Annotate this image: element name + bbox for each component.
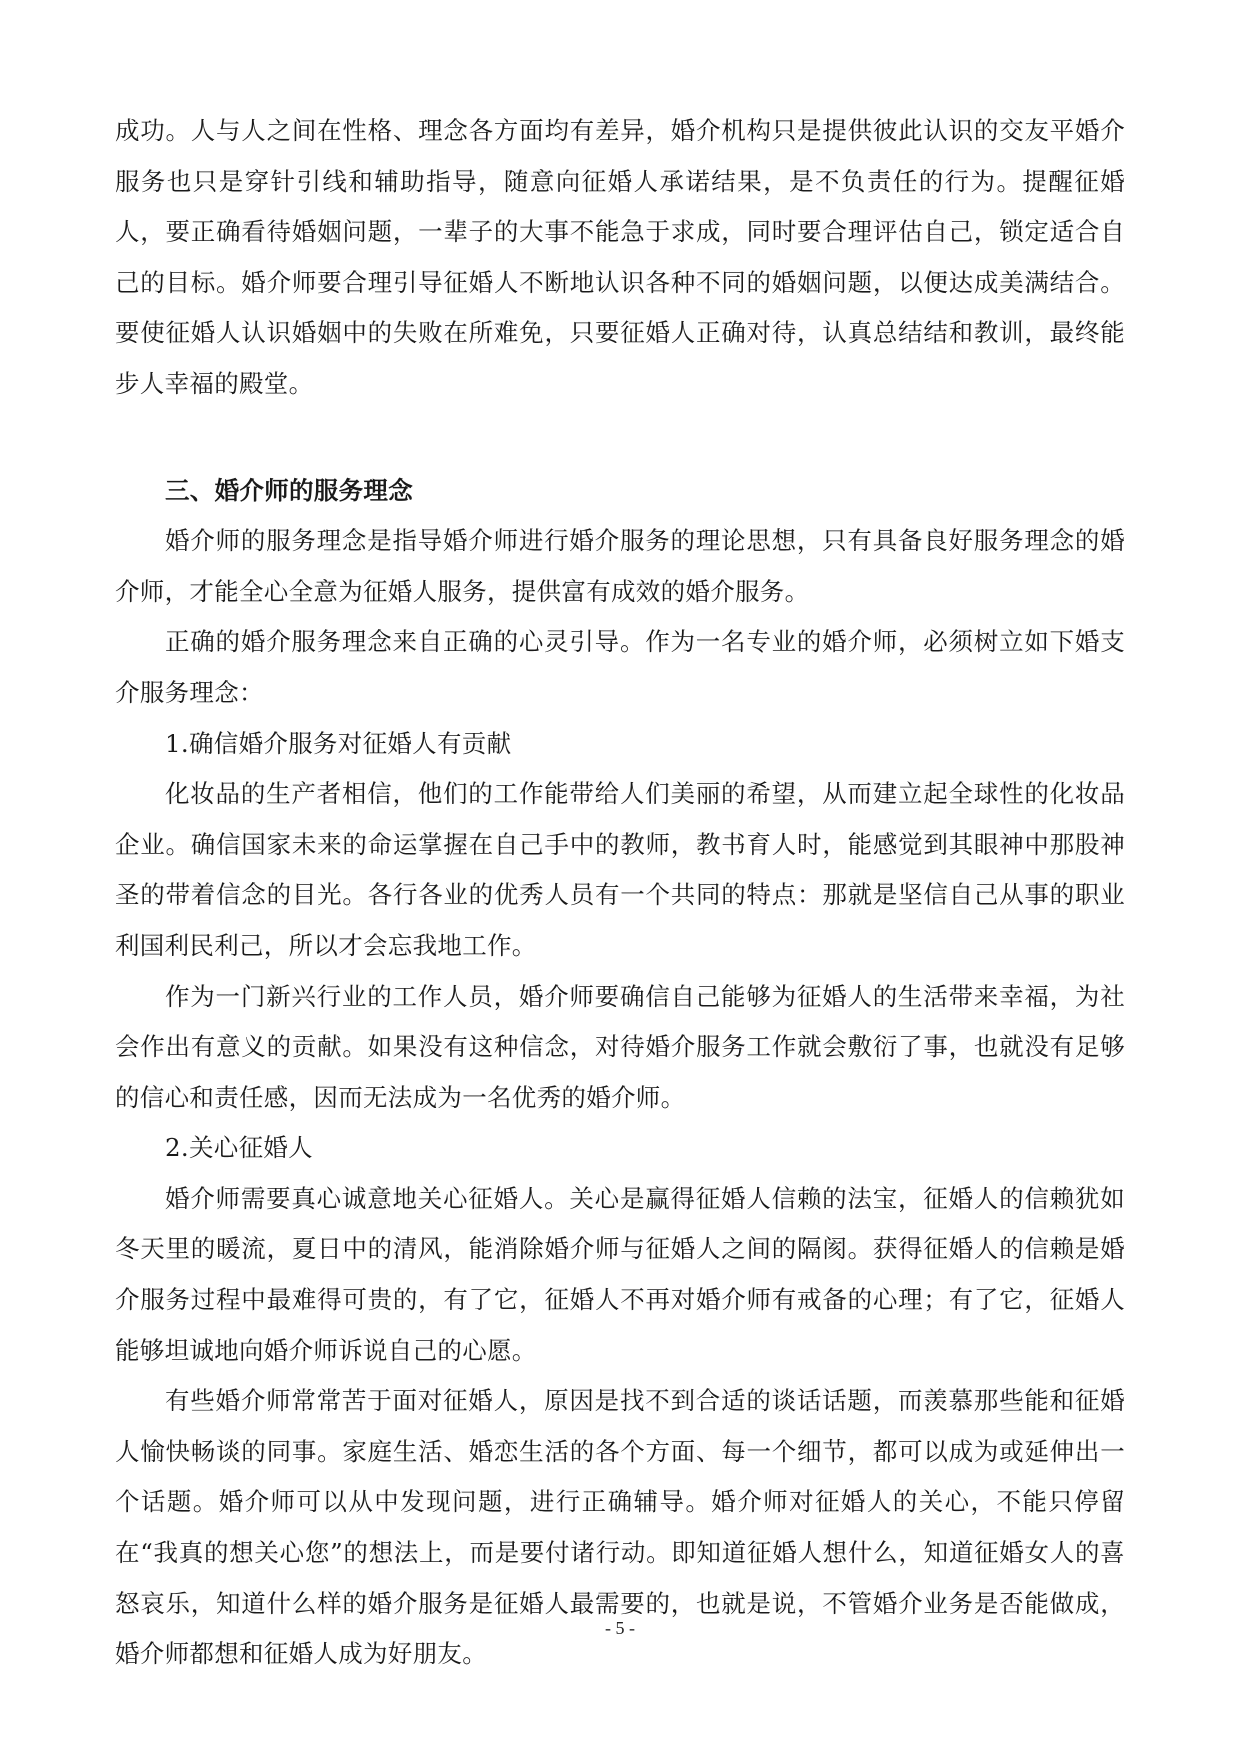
subsection-1-paragraph-2: 作为一门新兴行业的工作人员，婚介师要确信自己能够为征婚人的生活带来幸福，为社会作出有意义的贡献。如果没有这种信念，对待婚介服务工作就会敷衍了事，也就没有足够的信心和责任感，因而无法成为一名优秀的婚介师。 — [115, 981, 1125, 1112]
document-page — [115, 106, 1125, 1680]
subsection-1-title: 1.确信婚介服务对征婚人有贡献 — [165, 728, 512, 758]
intro-paragraph: 成功。人与人之间在性格、理念各方面均有差异，婚介机构只是提供彼此认识的交友平婚介服务也只是穿针引线和辅助指导，随意向征婚人承诺结果，是不负责任的行为。提醒征婚人，要正确看待婚姻问题，一辈子的大事不能急于求成，同时要合理评估自己，锁定适合自己的目标。婚介师要合理引导征婚人不断地认识各种不同的婚姻问题，以便达成美满结合。要使征婚人认识婚姻中的失败在所难免，只要征婚人正确对待，认真总结结和教训，最终能步人幸福的殿堂。 — [115, 116, 1125, 398]
subsection-2-paragraph-2: 有些婚介师常常苦于面对征婚人，原因是找不到合适的谈话话题，而羡慕那些能和征婚人愉快畅谈的同事。家庭生活、婚恋生活的各个方面、每一个细节，都可以成为或延伸出一个话题。婚介师可以从中发现问题，进行正确辅导。婚介师对征婚人的关心，不能只停留在“我真的想关心您”的想法上，而是要付诸行动。即知道征婚人想什么，知道征婚女人的喜怒哀乐，知道什么样的婚介服务是征婚人最需要的，也就是说，不管婚介业务是否能做成，婚介师都想和征婚人成为好朋友。 — [115, 1386, 1125, 1669]
section-heading: 三、婚介师的服务理念 — [165, 475, 413, 505]
subsection-2-paragraph-1: 婚介师需要真心诚意地关心征婚人。关心是赢得征婚人信赖的法宝，征婚人的信赖犹如冬天里的暖流，夏日中的清风，能消除婚介师与征婚人之间的隔阂。获得征婚人的信赖是婚介服务过程中最难得可贵的，有了它，征婚人不再对婚介师有戒备的心理；有了它，征婚人能够坦诚地向婚介师诉说自己的心愿。 — [115, 1183, 1125, 1365]
section-paragraph-1: 婚介师的服务理念是指导婚介师进行婚介服务的理论思想，只有具备良好服务理念的婚介师，才能全心全意为征婚人服务，提供富有成效的婚介服务。 — [115, 526, 1125, 606]
subsection-2-title: 2.关心征婚人 — [165, 1133, 313, 1163]
subsection-1-paragraph-1: 化妆品的生产者相信，他们的工作能带给人们美丽的希望，从而建立起全球性的化妆品企业。确信国家未来的命运掌握在自己手中的教师，教书育人时，能感觉到其眼神中那股神圣的带着信念的目光。各行各业的优秀人员有一个共同的特点：那就是坚信自己从事的职业利国利民利己，所以才会忘我地工作。 — [115, 779, 1125, 960]
section-gap — [115, 410, 1125, 466]
page-number: - 5 - — [605, 1618, 635, 1638]
section-paragraph-2: 正确的婚介服务理念来自正确的心灵引导。作为一名专业的婚介师，必须树立如下婚支介服务理念： — [115, 627, 1125, 707]
